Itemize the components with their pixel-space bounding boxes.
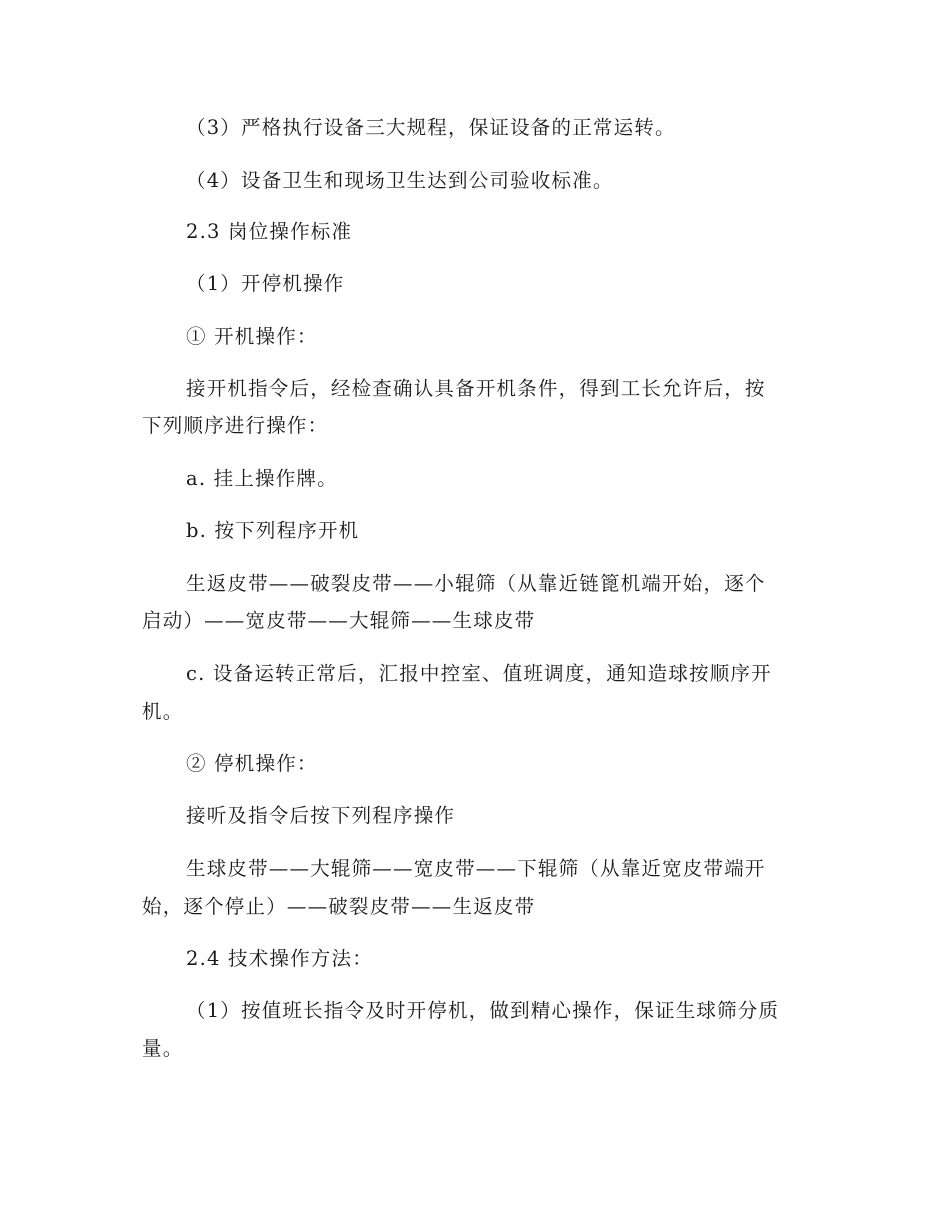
list-item-b: b. 按下列程序开机 [186, 519, 360, 542]
stop-sequence-line-2: 始，逐个停止）——破裂皮带——生返皮带 [142, 895, 536, 918]
paragraph-method-1-line-2: 量。 [142, 1037, 184, 1060]
list-item-c-line-2: 机。 [142, 700, 184, 723]
paragraph-start-instruction-line-2: 下列顺序进行操作： [142, 414, 329, 437]
list-item-a: a. 挂上操作牌。 [186, 467, 338, 490]
paragraph-rule-3: （3）严格执行设备三大规程，保证设备的正常运转。 [186, 116, 676, 139]
subheading-stop-operation: ② 停机操作： [186, 752, 318, 775]
section-heading-2-3: 2.3 岗位操作标准 [186, 220, 353, 243]
list-item-c-line-1: c. 设备运转正常后，汇报中控室、值班调度，通知造球按顺序开 [186, 662, 772, 685]
section-heading-2-4: 2.4 技术操作方法： [186, 947, 373, 970]
start-sequence-line-2: 启动）——宽皮带——大辊筛——生球皮带 [142, 609, 536, 632]
paragraph-start-instruction-line-1: 接开机指令后，经检查确认具备开机条件，得到工长允许后，按 [186, 377, 766, 400]
subheading-start-stop: （1）开停机操作 [186, 272, 345, 295]
subheading-start-operation: ① 开机操作： [186, 325, 318, 348]
paragraph-rule-4: （4）设备卫生和现场卫生达到公司验收标准。 [186, 169, 614, 192]
paragraph-method-1-line-1: （1）按值班长指令及时开停机，做到精心操作，保证生球筛分质 [186, 999, 780, 1022]
stop-sequence-line-1: 生球皮带——大辊筛——宽皮带——下辊筛（从靠近宽皮带端开 [186, 857, 766, 880]
start-sequence-line-1: 生返皮带——破裂皮带——小辊筛（从靠近链篦机端开始，逐个 [186, 572, 766, 595]
paragraph-stop-instruction: 接听及指令后按下列程序操作 [186, 804, 456, 827]
